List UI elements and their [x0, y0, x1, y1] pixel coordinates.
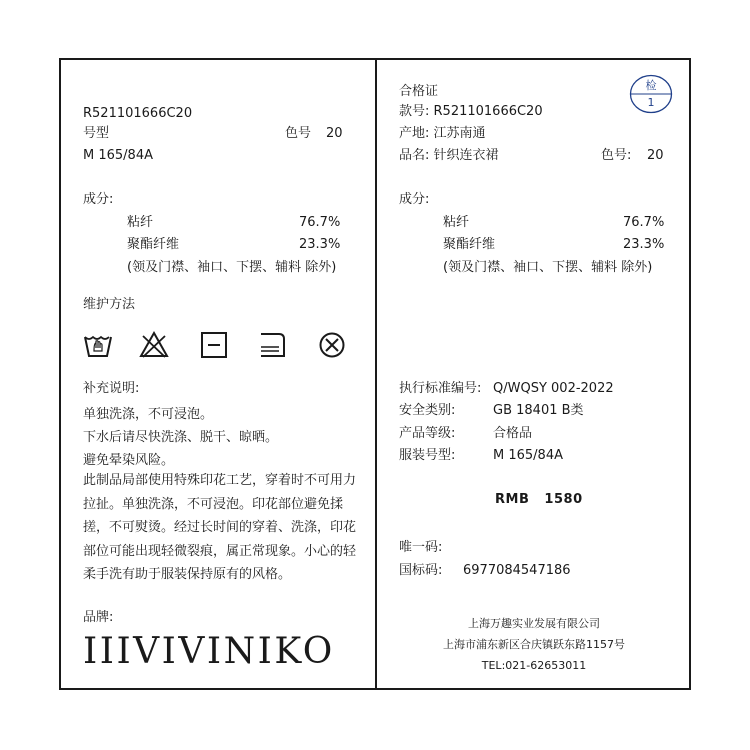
line-dry-icon — [257, 330, 287, 360]
note-1: 单独洗涤，不可浸泡。 — [83, 407, 214, 422]
certificate-title: 合格证 — [399, 84, 439, 99]
origin: 产地: 江苏南通 — [399, 126, 486, 141]
brand-label: 品牌: — [83, 610, 114, 625]
style-number: 款号: R521101666C20 — [399, 104, 543, 119]
fiber2-pct: 23.3% — [623, 237, 665, 252]
no-dry-clean-icon — [317, 330, 347, 360]
notes-label: 补充说明: — [83, 381, 140, 396]
fiber2-name: 聚酯纤维 — [127, 237, 180, 252]
care-label-left — [59, 58, 377, 690]
color-value: 20 — [326, 126, 343, 141]
certificate-label-right — [375, 58, 691, 690]
note-2: 下水后请尽快洗涤、脱干、晾晒。 — [83, 430, 279, 445]
barcode-value: 6977084547186 — [463, 563, 571, 578]
care-label: 维护方法 — [83, 297, 136, 312]
product-name: 品名: 针织连衣裙 — [399, 148, 499, 163]
brand-logo: IIIVIVINIKO — [83, 631, 335, 672]
company-phone: TEL:021-62653011 — [481, 659, 587, 672]
stamp-number: 1 — [647, 96, 655, 109]
fiber1-name: 粘纤 — [127, 215, 154, 230]
note-3: 避免晕染风险。 — [83, 453, 175, 468]
hand-wash-icon — [83, 330, 113, 360]
fiber1-pct: 76.7% — [623, 215, 665, 230]
inspection-stamp — [629, 74, 673, 114]
barcode-label: 国标码: — [399, 563, 443, 578]
style-code: R521101666C20 — [83, 106, 193, 121]
fiber1-pct: 76.7% — [299, 215, 341, 230]
note-4: 此制品局部使用特殊印花工艺，穿着时不可用力拉扯。单独洗涤，不可浸泡。印花部位避免揉搓，不可熨烫。经过长时间的穿着、洗涤，印花部位可能出现轻微裂痕，属正常现象。小心的轻柔手洗有助于服装保持原有的风格。 — [83, 473, 357, 582]
standard-label: 执行标准编号: — [399, 381, 482, 396]
size-label: 号型 — [83, 126, 110, 141]
price: RMB 1580 — [495, 492, 583, 507]
company-name: 上海万趣实业发展有限公司 — [468, 617, 600, 630]
composition-label: 成分: — [83, 192, 114, 207]
fiber1-name: 粘纤 — [443, 215, 470, 230]
fiber2-name: 聚酯纤维 — [443, 237, 496, 252]
size-value: M 165/84A — [83, 148, 153, 163]
exclusion-note: (领及门襟、袖口、下摆、辅料 除外) — [443, 260, 653, 275]
no-bleach-icon — [139, 330, 169, 360]
stamp-top-text: 检 — [645, 79, 657, 92]
color-value: 20 — [647, 148, 664, 163]
grade-label: 产品等级: — [399, 426, 456, 441]
color-label: 色号: — [601, 148, 632, 163]
safety-label: 安全类别: — [399, 403, 456, 418]
exclusion-note: (领及门襟、袖口、下摆、辅料 除外) — [127, 260, 337, 275]
grade-value: 合格品 — [493, 426, 533, 441]
garment-size-label: 服装号型: — [399, 448, 456, 463]
tumble-dry-icon — [199, 330, 229, 360]
standard-value: Q/WQSY 002-2022 — [493, 381, 614, 396]
unique-code-label: 唯一码: — [399, 540, 443, 555]
color-label: 色号 — [285, 126, 312, 141]
composition-label: 成分: — [399, 192, 430, 207]
fiber2-pct: 23.3% — [299, 237, 341, 252]
safety-value: GB 18401 B类 — [493, 403, 584, 418]
company-address: 上海市浦东新区合庆镇跃东路1157号 — [443, 638, 625, 651]
garment-size-value: M 165/84A — [493, 448, 563, 463]
